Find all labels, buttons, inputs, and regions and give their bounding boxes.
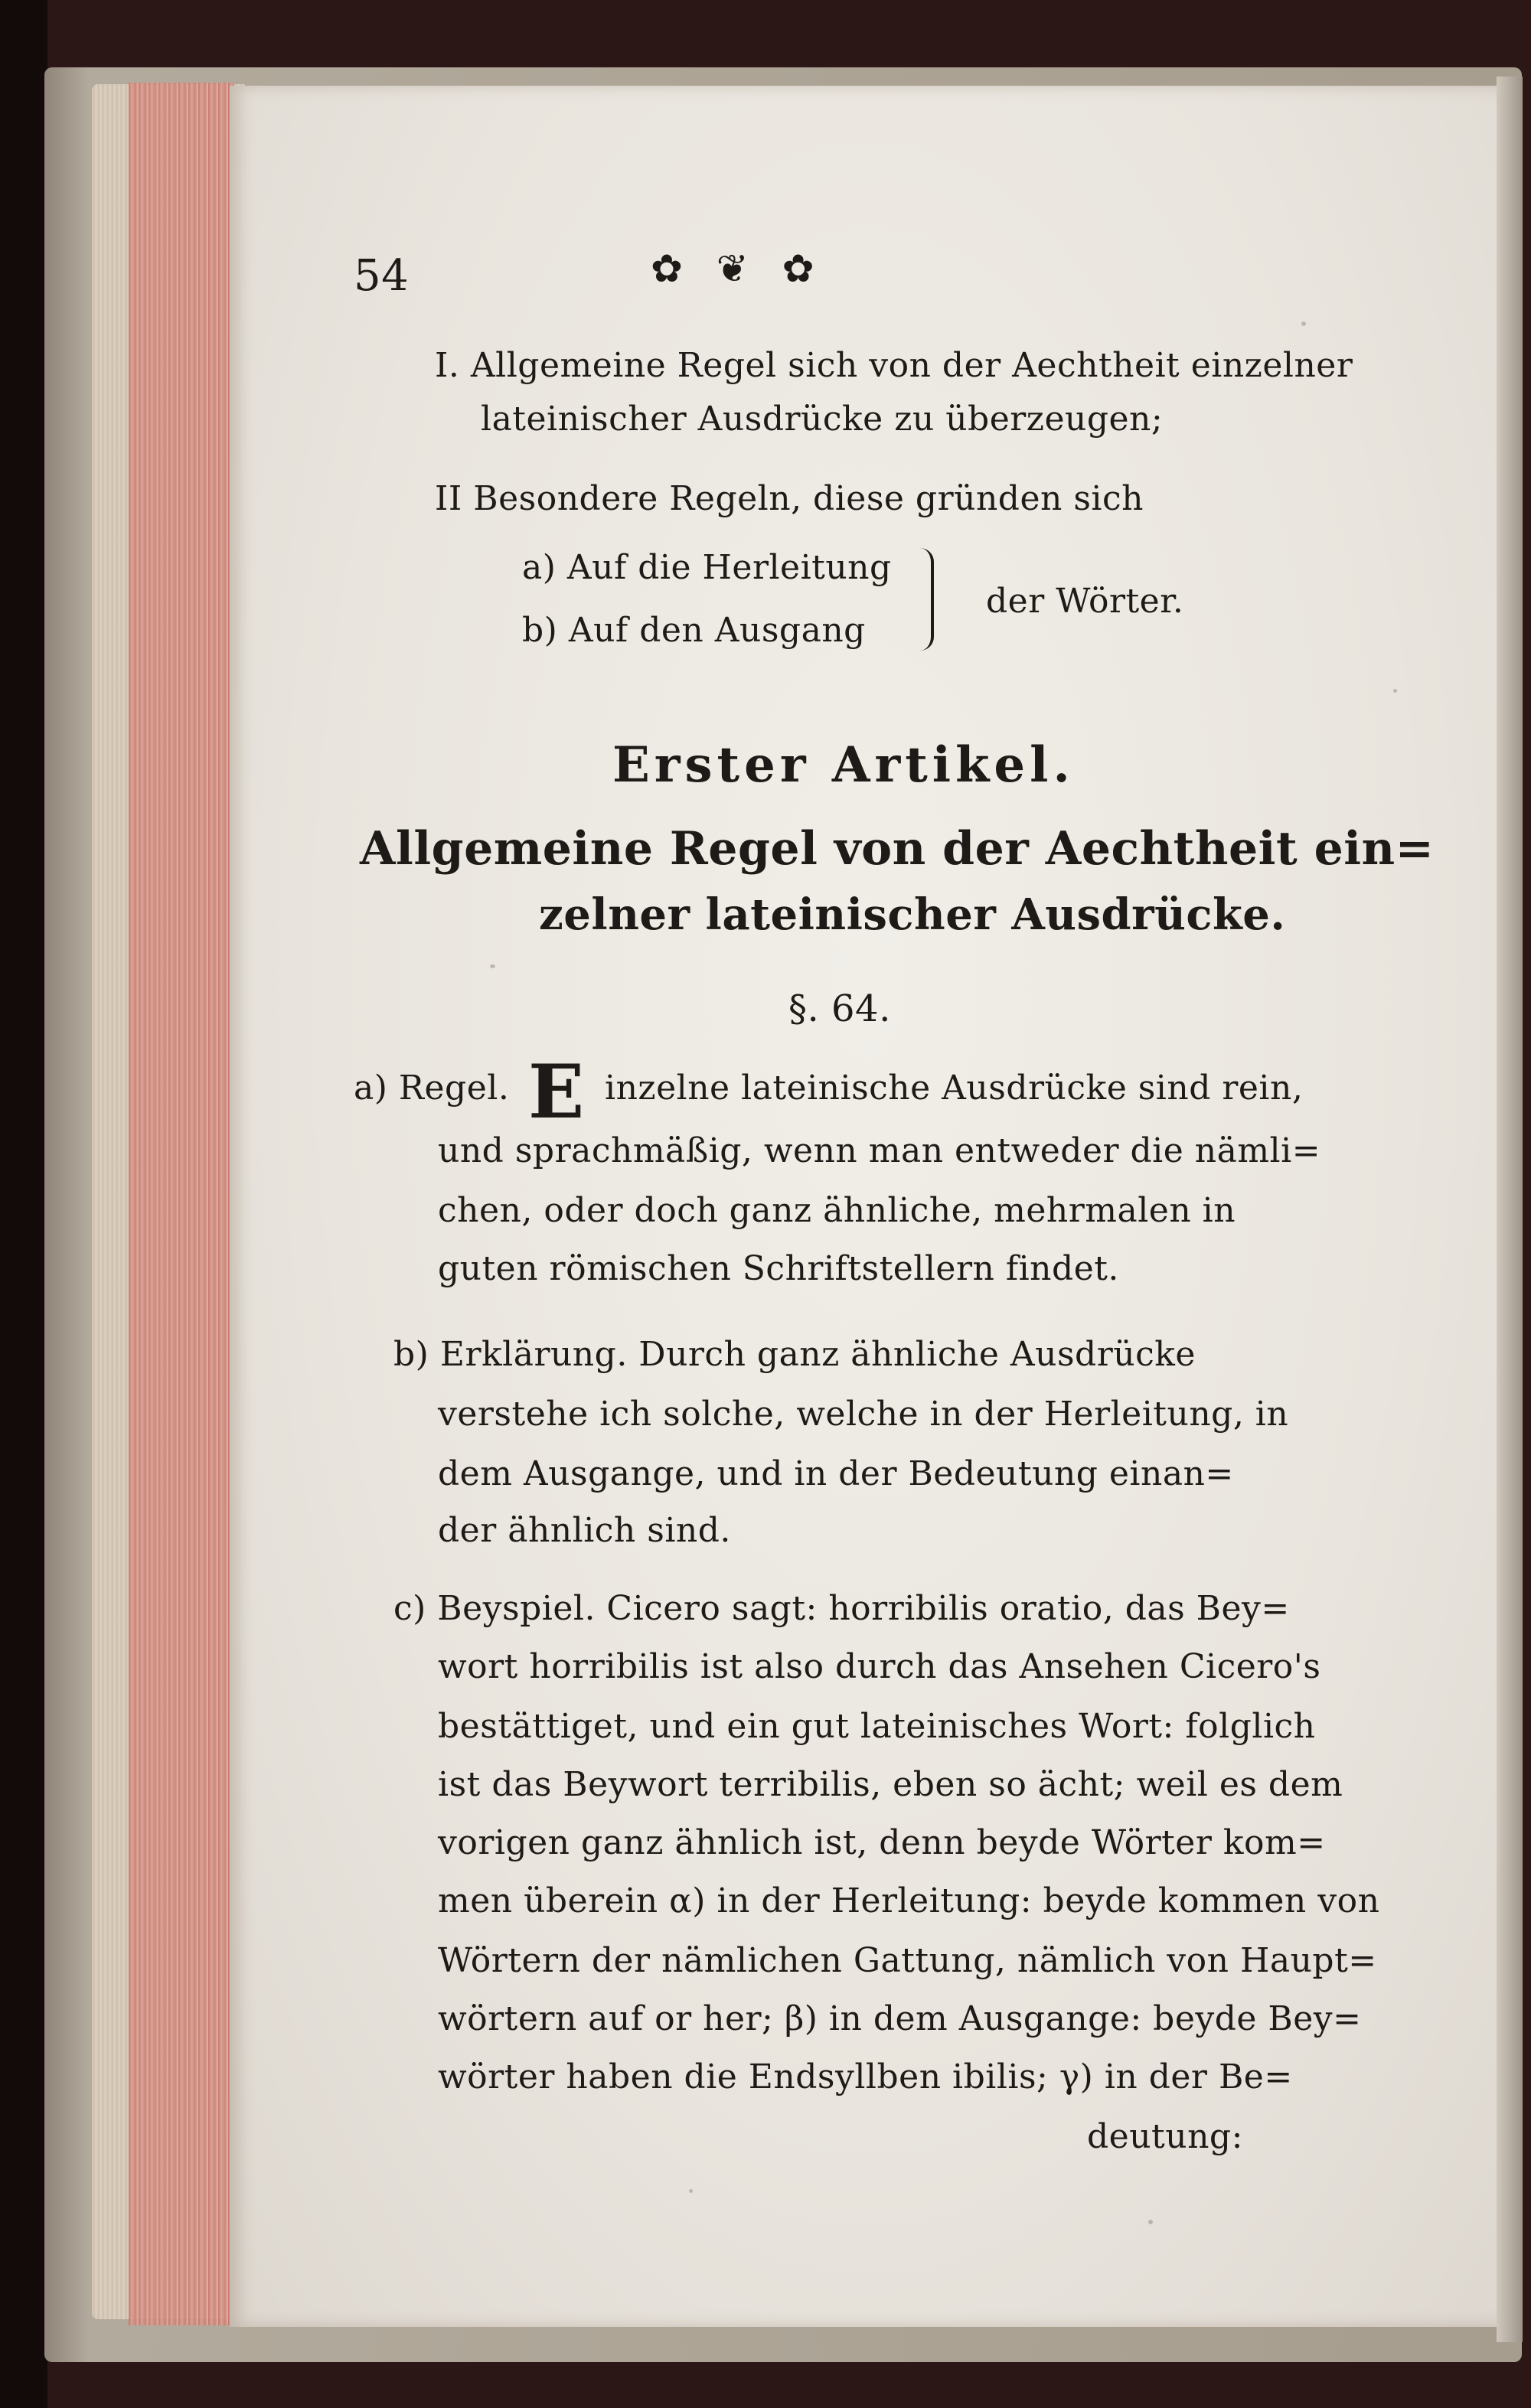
paragraph-line: wort horribilis ist also durch das Ansehen Cicero's xyxy=(438,1647,1321,1686)
paragraph-line: dem Ausgange, und in der Bedeutung einan= xyxy=(438,1454,1234,1493)
paragraph-line: chen, oder doch ganz ähnliche, mehrmalen in xyxy=(438,1191,1236,1230)
cover-edge xyxy=(0,0,47,2408)
paragraph-line: ist das Beywort terribilis, eben so ächt; weil es dem xyxy=(438,1765,1343,1804)
page-number: 54 xyxy=(354,251,410,301)
paper-speck xyxy=(490,964,495,968)
section-number: §. 64. xyxy=(788,987,891,1030)
paragraph-line: inzelne lateinische Ausdrücke sind rein, xyxy=(605,1069,1304,1108)
paragraph-line: der ähnlich sind. xyxy=(438,1511,731,1550)
paragraph-line: wörtern auf or her; β) in dem Ausgange: beyde Bey= xyxy=(438,1999,1362,2038)
brace xyxy=(911,548,934,651)
toc-bracket-label: der Wörter. xyxy=(986,582,1184,621)
paper-speck xyxy=(1301,321,1306,326)
paper-speck xyxy=(689,2189,693,2193)
article-subtitle-line-1: Allgemeine Regel von der Aechtheit ein= xyxy=(360,822,1435,876)
drop-cap: E xyxy=(528,1049,585,1135)
paper-speck xyxy=(1393,689,1397,693)
article-title: Erster Artikel. xyxy=(612,736,1075,794)
paper-speck xyxy=(1148,2220,1153,2224)
toc-line-2: II Besondere Regeln, diese gründen sich xyxy=(435,479,1144,518)
paragraph-line: und sprachmäßig, wenn man entweder die nämli= xyxy=(438,1131,1321,1170)
paragraph-line: men überein α) in der Herleitung: beyde kommen von xyxy=(438,1881,1380,1920)
header-ornament: ✿ ❦ ✿ xyxy=(651,246,825,291)
paragraph-line: wörter haben die Endsyllben ibilis; γ) in der Be= xyxy=(438,2057,1293,2096)
right-page-edge xyxy=(1497,77,1523,2342)
toc-line-1b: lateinischer Ausdrücke zu überzeugen; xyxy=(481,400,1164,439)
toc-item-b: b) Auf den Ausgang xyxy=(522,611,866,650)
red-page-edge xyxy=(129,83,234,2325)
paragraph-line: verstehe ich solche, welche in der Herleitung, in xyxy=(438,1395,1289,1434)
paragraph-line: Wörtern der nämlichen Gattung, nämlich von Haupt= xyxy=(438,1941,1377,1980)
paragraph-line: guten römischen Schriftstellern findet. xyxy=(438,1249,1119,1288)
toc-line-1a: I. Allgemeine Regel sich von der Aechtheit einzelner xyxy=(435,346,1353,385)
paragraph-line: bestättiget, und ein gut lateinisches Wort: folglich xyxy=(438,1707,1316,1746)
paragraph-line: vorigen ganz ähnlich ist, denn beyde Wörter kom= xyxy=(438,1823,1326,1862)
toc-item-a: a) Auf die Herleitung xyxy=(522,548,892,587)
paragraph-line: c) Beyspiel. Cicero sagt: horribilis oratio, das Bey= xyxy=(393,1589,1290,1628)
catchword: deutung: xyxy=(1087,2117,1243,2156)
article-subtitle-line-2: zelner lateinischer Ausdrücke. xyxy=(539,889,1286,940)
paragraph-line: b) Erklärung. Durch ganz ähnliche Ausdrücke xyxy=(393,1335,1196,1374)
paragraph-marker-regel: a) Regel. xyxy=(354,1069,510,1108)
